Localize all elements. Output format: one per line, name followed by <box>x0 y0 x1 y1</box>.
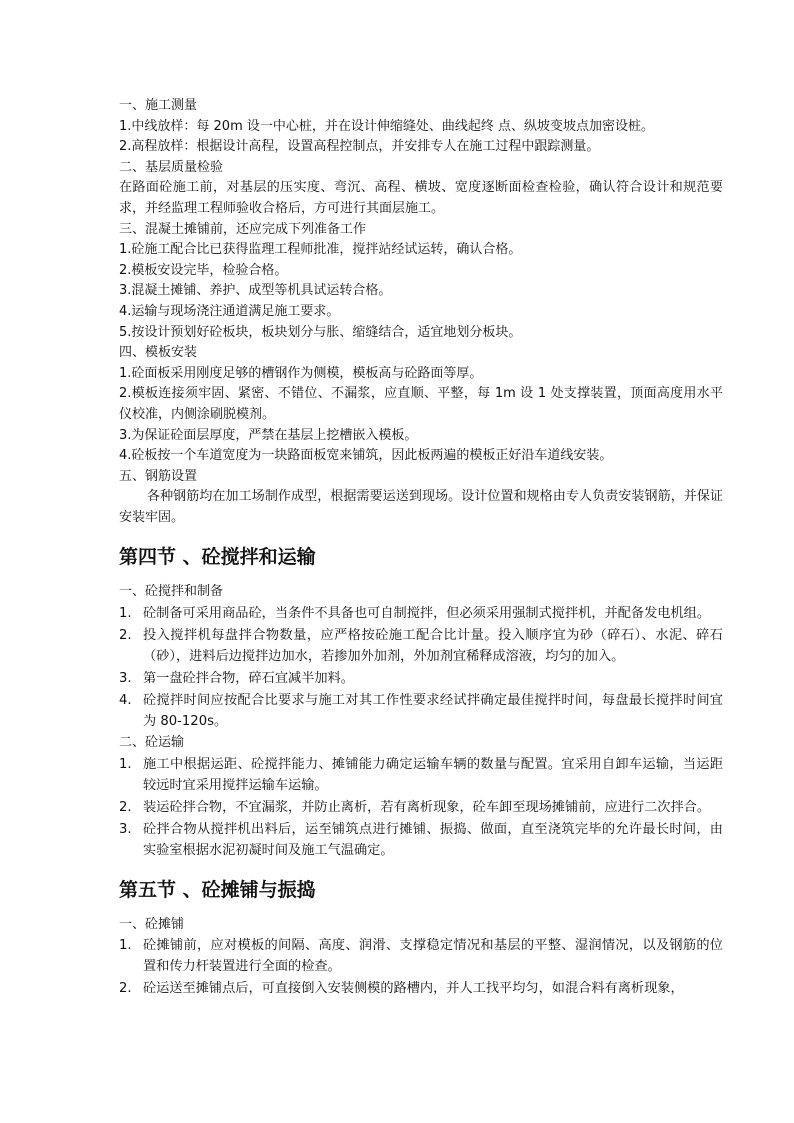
prep-item-3: 3.混凝土摊铺、养护、成型等机具试运转合格。 <box>119 283 392 299</box>
list-text: 砼运送至摊铺点后，可直接倒入安装侧模的路槽内，并人工找平均匀，如混合料有离析现象， <box>143 981 684 997</box>
heading-rebar: 五、钢筋设置 <box>119 468 198 484</box>
list-number: 1. <box>119 938 132 954</box>
list-text: 砼制备可采用商品砼，当条件不具备也可自制搅拌，但必须采用强制式搅拌机，并配备发电机组。 <box>143 606 711 622</box>
list-number: 3. <box>119 821 132 837</box>
list-item <box>119 978 723 999</box>
heading-mixing: 一、砼搅拌和制备 <box>119 584 224 600</box>
section-5-title: 第五节 、砼摊铺与振捣 <box>119 878 316 901</box>
list-item <box>119 668 723 689</box>
list-number: 2. <box>119 981 132 997</box>
list-text: 砼搅拌时间应按配合比要求与施工对其工作性要求经试拌确定最佳搅拌时间，每盘最长搅拌时间宜为 80-120s。 <box>143 693 723 730</box>
rebar-paragraph: 各种钢筋均在加工场制作成型，根据需要运送到现场。设计位置和规格由专人负责安装钢筋，并保证安装牢固。 <box>119 489 723 525</box>
list-number: 1. <box>119 756 132 772</box>
mixing-list <box>119 603 723 732</box>
heading-paving: 一、砼摊铺 <box>119 916 185 932</box>
list-number: 3. <box>119 671 132 687</box>
form-item-2: 2.模板连接须牢固、紧密、不错位、不漏浆，应直顺、平整，每 1m 设 1 处支撑装置，顶面高度用水平仪校准，内侧涂刷脱模剂。 <box>119 386 723 422</box>
prep-item-4: 4.运输与现场浇注通道满足施工要求。 <box>119 303 340 319</box>
prep-item-2: 2.模板安设完毕，检验合格。 <box>119 262 288 278</box>
list-item <box>119 797 723 818</box>
form-item-1: 1.砼面板采用刚度足够的槽钢作为侧模，模板高与砼路面等厚。 <box>119 365 483 381</box>
heading-survey: 一、施工测量 <box>119 98 198 113</box>
list-item <box>119 819 723 861</box>
document-page <box>119 96 723 1000</box>
prep-item-1: 1.砼施工配合比已获得监理工程师批准，搅拌站经试运转，确认合格。 <box>119 242 522 258</box>
form-item-3: 3.为保证砼面层厚度，严禁在基层上挖槽嵌入模板。 <box>119 427 418 443</box>
list-item <box>119 690 723 732</box>
list-text: 装运砼拌合物，不宜漏浆，并防止离析，若有离析现象，砼车卸至现场摊铺前，应进行二次拌合。 <box>143 799 711 815</box>
list-text: 砼拌合物从搅拌机出料后，运至铺筑点进行摊铺、振捣、做面，直至浇筑完毕的允许最长时间，由实验室根据水泥初凝时间及施工气温确定。 <box>143 821 723 858</box>
list-item <box>119 935 723 977</box>
list-text: 施工中根据运距、砼搅拌能力、摊铺能力确定运输车辆的数量与配置。宜采用自卸车运输，当运距较远时宜采用搅拌运输车运输。 <box>143 756 723 793</box>
list-text: 砼摊铺前，应对模板的间隔、高度、润滑、支撑稳定情况和基层的平整、湿润情况，以及钢筋的位置和传力杆装置进行全面的检查。 <box>143 938 723 975</box>
base-check-paragraph: 在路面砼施工前，对基层的压实度、弯沉、高程、横坡、宽度逐断面检查检验，确认符合设计和规范要求，并经监理工程师验收合格后，方可进行其面层施工。 <box>119 180 723 216</box>
form-item-4: 4.砼板按一个车道宽度为一块路面板宽来铺筑，因此板两遍的模板正好沿车道线安装。 <box>119 448 613 464</box>
paving-list <box>119 935 723 999</box>
heading-preparation: 三、混凝土摊铺前，还应完成下列准备工作 <box>119 221 367 237</box>
survey-item-1: 1.中线放样：每 20m 设一中心桩，并在设计伸缩缝处、曲线起终 点、纵坡变坡点加密设桩。 <box>119 118 655 134</box>
heading-transport: 二、砼运输 <box>119 735 185 751</box>
list-text: 投入搅拌机每盘拌合物数量，应严格按砼施工配合比计量。投入顺序宜为砂（碎石）、水泥、碎石（砂），进料后边搅拌边加水，若掺加外加剂，外加剂宜稀释成溶液，均匀的加入。 <box>143 628 723 665</box>
list-item <box>119 603 723 624</box>
transport-list <box>119 754 723 861</box>
list-number: 4. <box>119 693 132 709</box>
list-item <box>119 625 723 667</box>
list-number: 2. <box>119 799 132 815</box>
list-text: 第一盘砼拌合物，碎石宜减半加料。 <box>143 671 354 687</box>
heading-formwork: 四、模板安装 <box>119 345 198 361</box>
survey-item-2: 2.高程放样：根据设计高程，设置高程控制点，并安排专人在施工过程中跟踪测量。 <box>119 139 600 155</box>
list-number: 1. <box>119 606 132 622</box>
section-4-title: 第四节 、砼搅拌和运输 <box>119 546 316 569</box>
prep-item-5: 5.按设计预划好砼板块，板块划分与胀、缩缝结合，适宜地划分板块。 <box>119 324 522 340</box>
list-number: 2. <box>119 628 132 644</box>
heading-base-check: 二、基层质量检验 <box>119 159 224 175</box>
list-item <box>119 754 723 796</box>
